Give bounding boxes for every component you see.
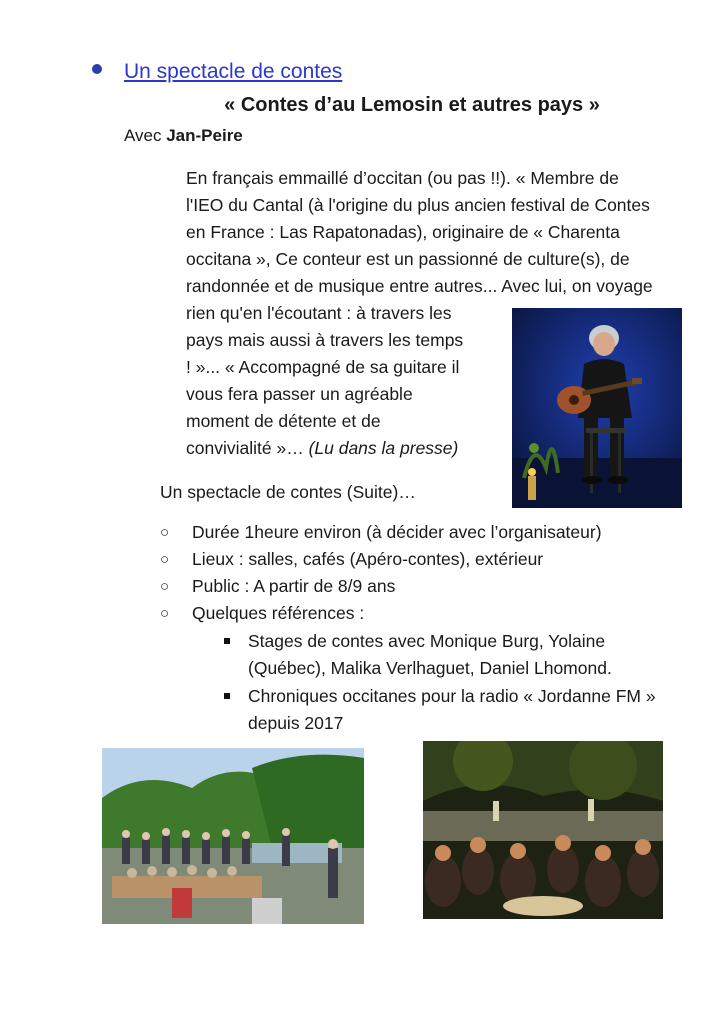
description-line: moment de détente et de — [186, 411, 381, 431]
description-line: rien qu'en l'écoutant : à travers les — [186, 303, 452, 323]
square-bullet-icon — [224, 638, 230, 644]
circle-bullet-icon: ○ — [160, 578, 170, 595]
avec-prefix: Avec — [124, 126, 167, 145]
heading-bullet — [92, 64, 102, 74]
press-note: (Lu dans la presse) — [308, 438, 459, 458]
description-line-last — [186, 438, 458, 459]
detail-item: Public : A partir de 8/9 ans — [192, 576, 396, 596]
circle-bullet-icon: ○ — [160, 551, 170, 568]
page-title: « Contes d’au Lemosin et autres pays » — [224, 94, 600, 116]
reference-line: (Québec), Malika Verlhaguet, Daniel Lhomond. — [248, 658, 612, 678]
reference-line: Chroniques occitanes pour la radio « Jordanne FM » — [248, 686, 656, 706]
description-line: pays mais aussi à travers les temps — [186, 330, 464, 350]
description-line: l'IEO du Cantal (à l'origine du plus ancien festival de Contes — [186, 195, 650, 215]
description-line: en France : Las Rapatonadas), originaire de « Charenta — [186, 222, 620, 242]
outdoor-event-photo — [102, 748, 364, 924]
description-line: randonnée et de musique entre autres... Avec lui, on voyage — [186, 276, 653, 296]
description-line: vous fera passer un agréable — [186, 384, 413, 404]
description-line: occitana », Ce conteur est un passionné de culture(s), de — [186, 249, 630, 269]
reference-line: Stages de contes avec Monique Burg, Yolaine — [248, 631, 606, 651]
performer-line — [124, 126, 243, 146]
square-bullet-icon — [224, 693, 230, 699]
heading-link[interactable]: Un spectacle de contes — [124, 60, 343, 83]
performer-photo — [512, 308, 682, 508]
performer-name: Jan-Peire — [166, 126, 243, 145]
reference-line: depuis 2017 — [248, 713, 344, 733]
circle-bullet-icon: ○ — [160, 524, 170, 541]
detail-item: Quelques références : — [192, 603, 365, 623]
evening-audience-photo — [423, 741, 663, 919]
description-line: En français emmaillé d’occitan (ou pas !!). « Membre de — [186, 168, 619, 188]
detail-item: Lieux : salles, cafés (Apéro-contes), extérieur — [192, 549, 544, 569]
detail-item: Durée 1heure environ (à décider avec l’organisateur) — [192, 522, 602, 542]
description-line: ! »... « Accompagné de sa guitare il — [186, 357, 460, 377]
subheading: Un spectacle de contes (Suite)… — [160, 482, 416, 502]
circle-bullet-icon: ○ — [160, 605, 170, 622]
description-text: convivialité »… — [186, 438, 309, 458]
